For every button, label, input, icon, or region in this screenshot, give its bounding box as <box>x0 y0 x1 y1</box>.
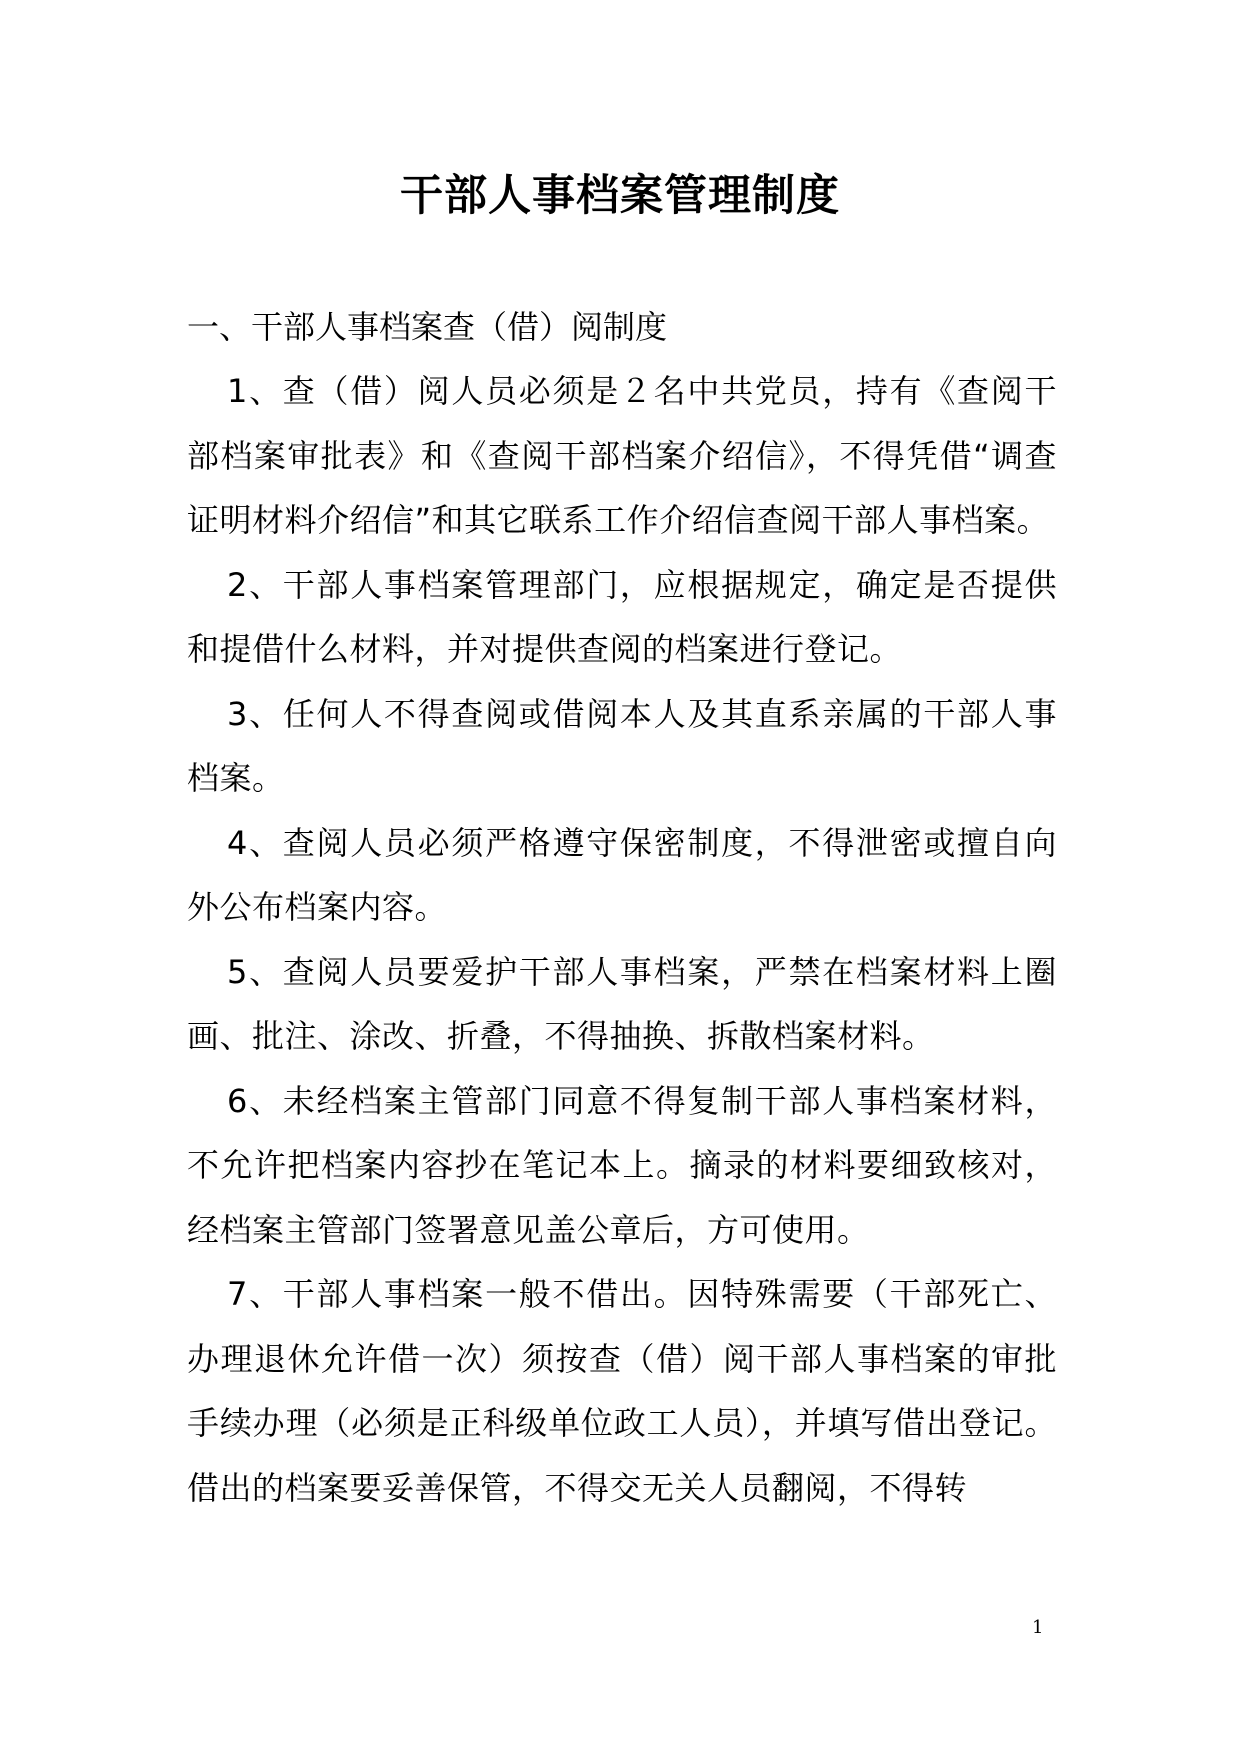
paragraph-5: 5、查阅人员要爱护干部人事档案，严禁在档案材料上圈画、批注、涂改、折叠，不得抽换、拆散档案材料。 <box>187 952 1057 1055</box>
paragraph-6: 6、未经档案主管部门同意不得复制干部人事档案材料，不允许把档案内容抄在笔记本上。摘录的材料要细致核对，经档案主管部门签署意见盖公章后，方可使用。 <box>187 1081 1057 1249</box>
paragraph-2: 2、干部人事档案管理部门，应根据规定，确定是否提供和提借什么材料，并对提供查阅的档案进行登记。 <box>187 565 1057 668</box>
paragraph-1: 1、查（借）阅人员必须是２名中共党员，持有《查阅干部档案审批表》和《查阅干部档案介绍信》，不得凭借“调查证明材料介绍信”和其它联系工作介绍信查阅干部人事档案。 <box>187 372 1057 539</box>
page-number: 1 <box>1032 1617 1044 1638</box>
paragraph-7: 7、干部人事档案一般不借出。因特殊需要（干部死亡、办理退休允许借一次）须按查（借）阅干部人事档案的审批手续办理（必须是正科级单位政工人员），并填写借出登记。借出的档案要妥善保管，不得交无关人员翻阅，不得转 <box>187 1275 1057 1507</box>
section-heading: 一、干部人事档案查（借）阅制度 <box>187 308 668 346</box>
document-title: 干部人事档案管理制度 <box>400 171 840 221</box>
document-body <box>187 295 1057 1520</box>
paragraph-3: 3、任何人不得查阅或借阅本人及其直系亲属的干部人事档案。 <box>187 694 1057 797</box>
paragraph-4: 4、查阅人员必须严格遵守保密制度，不得泄密或擅自向外公布档案内容。 <box>187 823 1057 926</box>
